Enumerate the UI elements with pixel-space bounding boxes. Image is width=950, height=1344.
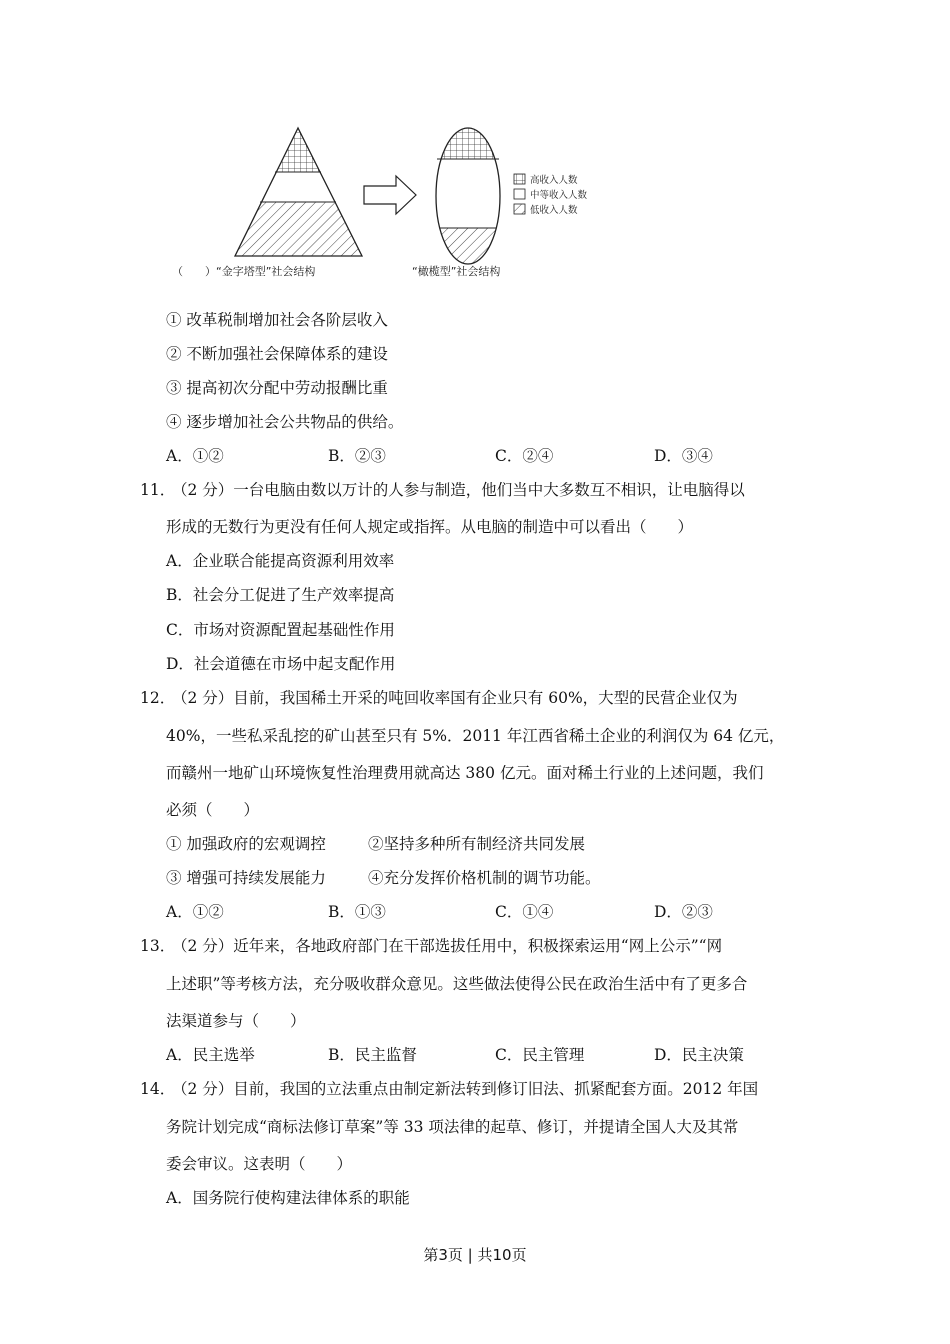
q12-option-b[interactable]: B．①③ [328, 903, 386, 921]
q13-option-a[interactable]: A．民主选举 [166, 1046, 255, 1064]
q11-option-c[interactable]: C．市场对资源配置起基础性作用 [166, 621, 395, 639]
q13-option-b[interactable]: B．民主监督 [328, 1046, 417, 1064]
q11-number: 11． [140, 481, 176, 499]
page-footer: 第3页 | 共10页 [423, 1246, 527, 1264]
q11-option-b[interactable]: B．社会分工促进了生产效率提高 [166, 586, 395, 604]
q11-stem-line-2: 形成的无数行为更没有任何人规定或指挥。从电脑的制造中可以看出（ ） [166, 518, 694, 536]
q14-stem-line-1: （2 分）目前，我国的立法重点由制定新法转到修订旧法、抓紧配套方面。2012 年国 [172, 1080, 759, 1098]
q12-stem-line-1: （2 分）目前，我国稀土开采的吨回收率国有企业只有 60%，大型的民营企业仅为 [172, 689, 738, 707]
legend-high-income: 高收入人数 [530, 175, 578, 186]
legend-low-income: 低收入人数 [530, 205, 578, 216]
q11-option-a[interactable]: A．企业联合能提高资源利用效率 [166, 552, 395, 570]
q11-stem-line-1: （2 分）一台电脑由数以万计的人参与制造，他们当中大多数互不相识，让电脑得以 [172, 481, 745, 499]
q10-item-2: ② 不断加强社会保障体系的建设 [166, 345, 388, 363]
q13-stem-line-2: 上述职”等考核方法，充分吸收群众意见。这些做法使得公民在政治生活中有了更多合 [166, 975, 748, 993]
q12-item-1: ① 加强政府的宏观调控 [166, 835, 326, 853]
legend-middle-income: 中等收入人数 [530, 190, 588, 201]
pyramid-caption: （ ）“金字塔型”社会结构 [172, 265, 316, 278]
q12-stem-line-3: 而赣州一地矿山环境恢复性治理费用就高达 380 亿元。面对稀土行业的上述问题，我们 [166, 764, 764, 782]
q11-option-d[interactable]: D．社会道德在市场中起支配作用 [166, 655, 396, 673]
q14-stem-line-2: 务院计划完成“商标法修订草案”等 33 项法律的起草、修订，并提请全国人大及其常 [166, 1118, 739, 1136]
oval-caption: “橄榄型”社会结构 [412, 265, 501, 278]
q12-stem-line-2: 40%，一些私采乱挖的矿山甚至只有 5%．2011 年江西省稀土企业的利润仅为 64 亿元， [166, 727, 785, 745]
q12-item-2: ②坚持多种所有制经济共同发展 [368, 835, 586, 853]
q14-option-a[interactable]: A．国务院行使构建法律体系的职能 [166, 1189, 410, 1207]
q10-option-c[interactable]: C．②④ [495, 447, 554, 465]
oval-shape [430, 125, 510, 268]
q13-stem-line-3: 法渠道参与（ ） [166, 1012, 306, 1030]
q13-stem-line-1: （2 分）近年来，各地政府部门在干部选拔任用中，积极探索运用“网上公示”“网 [172, 937, 723, 955]
q10-item-1: ① 改革税制增加社会各阶层收入 [166, 311, 388, 329]
q12-option-c[interactable]: C．①④ [495, 903, 554, 921]
q10-option-a[interactable]: A．①② [166, 447, 224, 465]
q10-item-4: ④ 逐步增加社会公共物品的供给。 [166, 413, 404, 431]
q14-number: 14． [140, 1080, 176, 1098]
q13-option-c[interactable]: C．民主管理 [495, 1046, 585, 1064]
q12-option-d[interactable]: D．②③ [654, 903, 713, 921]
legend [514, 174, 588, 216]
q12-item-4: ④充分发挥价格机制的调节功能。 [368, 869, 601, 887]
q13-number: 13． [140, 937, 176, 955]
q12-item-3: ③ 增强可持续发展能力 [166, 869, 326, 887]
social-structure-figure [150, 120, 630, 285]
q12-stem-line-4: 必须（ ） [166, 801, 260, 819]
q10-item-3: ③ 提高初次分配中劳动报酬比重 [166, 379, 388, 397]
pyramid-shape [230, 125, 370, 258]
arrow-right-icon [364, 176, 416, 214]
q12-option-a[interactable]: A．①② [166, 903, 224, 921]
q14-stem-line-3: 委会审议。这表明（ ） [166, 1155, 353, 1173]
q10-option-d[interactable]: D．③④ [654, 447, 713, 465]
q13-option-d[interactable]: D．民主决策 [654, 1046, 744, 1064]
q12-number: 12． [140, 689, 176, 707]
q10-option-b[interactable]: B．②③ [328, 447, 386, 465]
